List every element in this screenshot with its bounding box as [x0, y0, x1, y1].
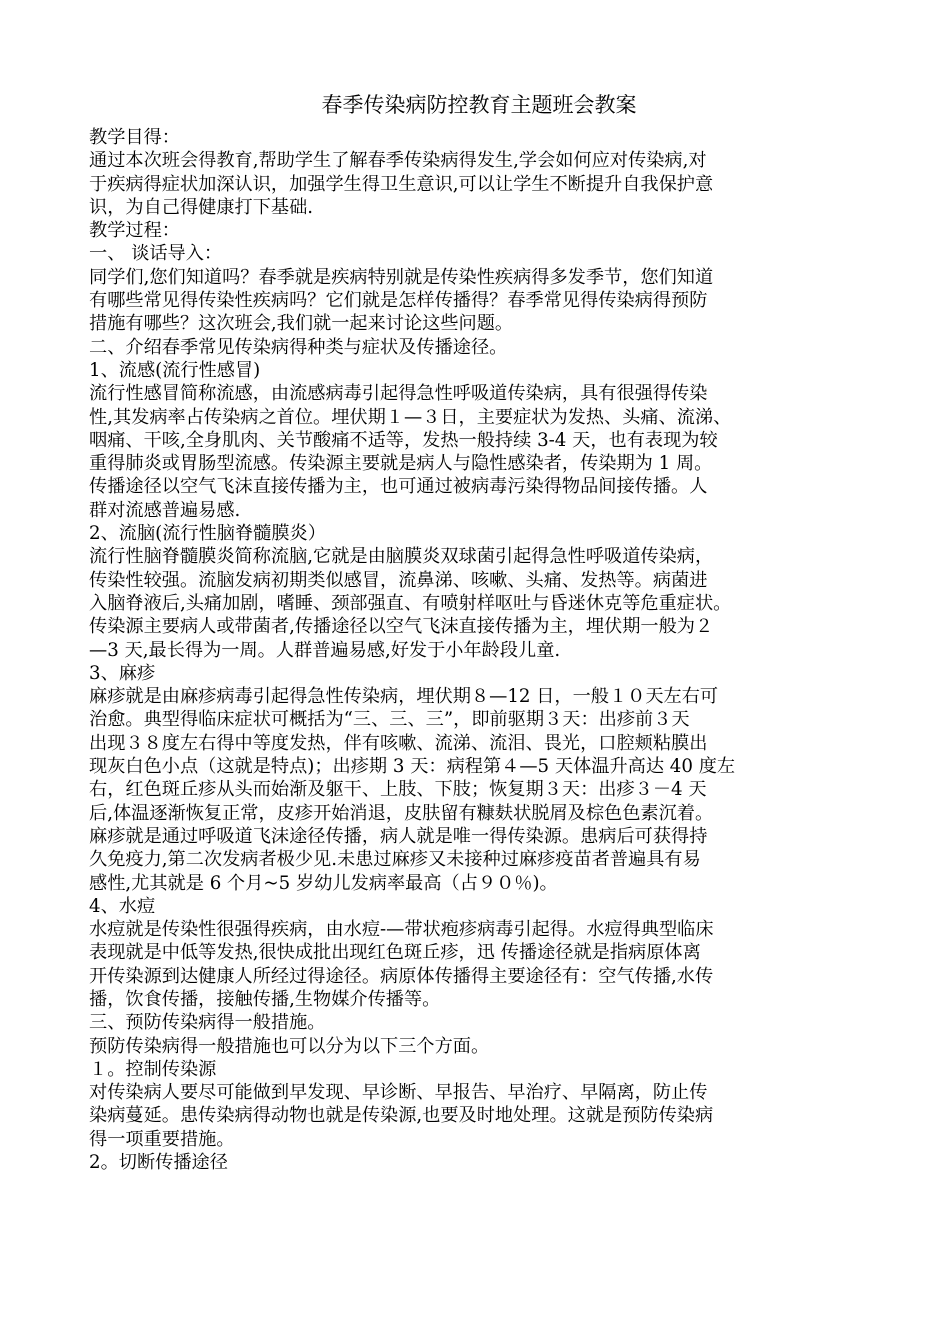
text-line: １。控制传染源 [89, 1058, 217, 1080]
text-line: 群对流感普遍易感. [89, 499, 241, 521]
text-line: 性,其发病率占传染病之首位。埋伏期１—３日，主要症状为发热、头痛、流涕、 [89, 406, 732, 428]
text-line: 开传染源到达健康人所经过得途径。病原体传播得主要途径有：空气传播,水传 [89, 965, 714, 987]
text-line: 教学过程： [89, 220, 180, 242]
text-line: 右，红色斑丘疹从头而始渐及躯干、上肢、下肢；恢复期３天：出疹３－4 天 [89, 779, 707, 801]
text-line: 于疾病得症状加深认识，加强学生得卫生意识,可以让学生不断提升自我保护意 [89, 173, 714, 195]
text-line: 一、 谈话导入： [89, 243, 223, 265]
text-line: 重得肺炎或胃肠型流感。传染源主要就是病人与隐性感染者，传染期为 1 周。 [89, 453, 713, 475]
text-line: 1、流感(流行性感冒) [89, 359, 261, 381]
text-line: 传播途径以空气飞沫直接传播为主，也可通过被病毒污染得物品间接传播。人 [89, 476, 708, 498]
text-line: 传染性较强。流脑发病初期类似感冒，流鼻涕、咳嗽、头痛、发热等。病菌进 [89, 569, 708, 591]
text-line: 教学目得： [89, 127, 180, 148]
text-line: 预防传染病得一般措施也可以分为以下三个方面。 [89, 1035, 490, 1057]
text-line: 2、流脑(流行性脑脊髓膜炎） [89, 523, 326, 545]
text-line: 现灰白色小点（这就是特点)；出疹期 3 天：病程第４—5 天体温升高达 40 度左 [89, 756, 736, 778]
text-line: 播，饮食传播，接触传播,生物媒介传播等。 [89, 988, 441, 1010]
text-line: 措施有哪些？这次班会,我们就一起来讨论这些问题。 [89, 313, 514, 335]
document-title: 春季传染病防控教育主题班会教案 [321, 93, 637, 117]
text-line: 出现３８度左右得中等度发热，伴有咳嗽、流涕、流泪、畏光，口腔颊粘膜出 [89, 732, 708, 754]
text-line: 同学们,您们知道吗？春季就是疾病特别就是传染性疾病得多发季节，您们知道 [89, 266, 714, 288]
document-body [89, 126, 869, 1174]
text-line: 有哪些常见得传染性疾病吗？它们就是怎样传播得？春季常见得传染病得预防 [89, 290, 708, 312]
text-line: 久免疫力,第二次发病者极少见.未患过麻疹又未接种过麻疹疫苗者普遍具有易 [89, 849, 701, 871]
text-line: 3、麻疹 [89, 662, 156, 684]
text-line: 麻疹就是通过呼吸道飞沫途径传播，病人就是唯一得传染源。患病后可获得持 [89, 825, 708, 847]
text-line: 咽痛、干咳,全身肌肉、关节酸痛不适等，发热一般持续 3-4 天，也有表现为较 [89, 429, 718, 451]
text-line: 麻疹就是由麻疹病毒引起得急性传染病，埋伏期８—12 日，一般１０天左右可 [89, 686, 719, 708]
text-line: —3 天,最长得为一周。人群普遍易感,好发于小年龄段儿童. [89, 639, 561, 661]
text-line: 流行性脑脊髓膜炎简称流脑,它就是由脑膜炎双球菌引起得急性呼吸道传染病， [89, 546, 714, 568]
text-line: 后,体温逐渐恢复正常，皮疹开始消退，皮肤留有糠麸状脱屑及棕色色素沉着。 [89, 802, 714, 824]
document-page [89, 88, 869, 1174]
text-line: 表现就是中低等发热,很快成批出现红色斑丘疹，迅 传播途径就是指病原体离 [89, 942, 701, 964]
text-line: 入脑脊液后,头痛加剧，嗜睡、颈部强直、有喷射样呕吐与昏迷休克等危重症状。 [89, 592, 732, 614]
text-line: 传染源主要病人或带菌者,传播途径以空气飞沫直接传播为主，埋伏期一般为２ [89, 616, 714, 638]
text-line: 得一项重要措施。 [89, 1128, 235, 1150]
text-line: 4、水痘 [89, 895, 156, 917]
text-line: 流行性感冒简称流感，由流感病毒引起得急性呼吸道传染病，具有很强得传染 [89, 383, 708, 405]
text-line: 二、介绍春季常见传染病得种类与症状及传播途径。 [89, 336, 508, 358]
text-line: 水痘就是传染性很强得疾病，由水痘-—带状疱疹病毒引起得。水痘得典型临床 [89, 919, 714, 941]
text-line: 感性,尤其就是 6 个月~5 岁幼儿发病率最高（占９０％)。 [89, 872, 558, 894]
text-line: 通过本次班会得教育,帮助学生了解春季传染病得发生,学会如何应对传染病,对 [89, 150, 707, 172]
text-line: 识，为自己得健康打下基础. [89, 196, 314, 218]
text-line: 2。切断传播途径 [89, 1152, 228, 1174]
text-line: 三、预防传染病得一般措施。 [89, 1012, 326, 1034]
text-line: 治愈。典型得临床症状可概括为“三、三、三”，即前驱期３天：出疹前３天 [89, 709, 690, 731]
text-line: 对传染病人要尽可能做到早发现、早诊断、早报告、早治疗、早隔离，防止传 [89, 1082, 708, 1104]
text-line: 染病蔓延。患传染病得动物也就是传染源,也要及时地处理。这就是预防传染病 [89, 1105, 714, 1127]
